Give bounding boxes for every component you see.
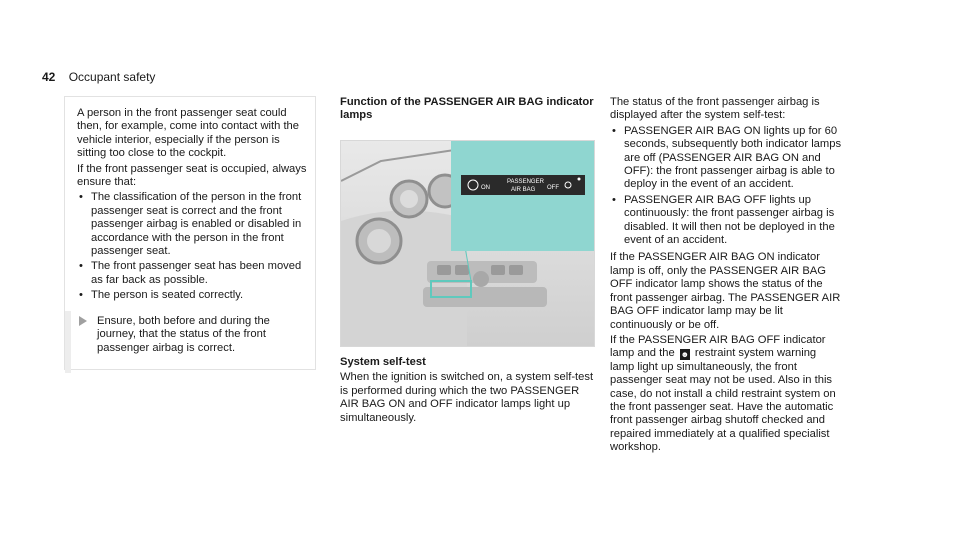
panel-on-label: ON: [481, 185, 490, 191]
action-step: [77, 315, 309, 355]
left-bullet-list: [77, 191, 309, 302]
action-text: Ensure, both before and during the journey, that the status of the front passenger airbag is correct.: [97, 314, 270, 354]
right-para-on-off: If the PASSENGER AIR BAG ON indicator lamp is off, only the PASSENGER AIR BAG OFF indicator lamp shows the status of the front passenger airbag. The PASSENGER AIR BAG OFF indicator lamp may be lit continuously or be off.: [610, 251, 841, 331]
panel-text-1: PASSENGER: [507, 179, 544, 185]
section-heading: Function of the PASSENGER AIR BAG indicator lamps: [340, 96, 594, 122]
list-item: • PASSENGER AIR BAG OFF lights up continuously: the front passenger airbag is disabled. It will then not be deployed in the event of an accident.: [610, 194, 842, 248]
action-bar: [65, 311, 71, 373]
middle-heading-block: [340, 96, 596, 125]
dashboard-figure: [340, 140, 595, 347]
left-para-2: If the front passenger seat is occupied, always ensure that:: [77, 162, 307, 189]
page-header: [42, 70, 155, 84]
left-para-1: A person in the front passenger seat could then, for example, come into contact with the vehicle interior, especially if the person is sitting too close to the cockpit.: [77, 107, 300, 160]
self-test-block: [340, 356, 600, 427]
right-para-warning: If the PASSENGER AIR BAG OFF indicator lamp and the ☻ restraint system warning lamp light up simultaneously, the front passenger seat may not be used. Also in this case, do not install a child restraint system on the front passenger seat. Have the automatic front passenger airbag shutoff checked and repaired immediately at a qualified specialist workshop.: [610, 333, 836, 454]
right-intro: The status of the front passenger airbag is displayed after the system self-test:: [610, 96, 820, 122]
right-bullet-list: [610, 125, 842, 248]
page-number: 42: [42, 70, 56, 84]
list-item: • The front passenger seat has been moved as far back as possible.: [77, 260, 309, 287]
self-test-text: When the ignition is switched on, a system self-test is performed during which the two PASSENGER AIR BAG ON and OFF indicator lamps light up simultaneously.: [340, 371, 594, 424]
self-test-heading: System self-test: [340, 356, 426, 368]
panel-off-label: OFF: [547, 185, 559, 191]
list-item: • The person is seated correctly.: [77, 289, 309, 302]
dashboard-illustration: [341, 141, 594, 346]
right-column: [610, 96, 842, 457]
list-item: • PASSENGER AIR BAG ON lights up for 60 seconds, subsequently both indicator lamps are off (PASSENGER AIR BAG ON and OFF): the front passenger airbag is able to deploy in the event of an accident.: [610, 125, 842, 192]
list-item: • The classification of the person in the front passenger seat is correct and the front passenger airbag is enabled or disabled in accordance with the person in the front passenger seat.: [77, 191, 309, 258]
panel-text-2: AIR BAG: [511, 187, 536, 193]
section-title: Occupant safety: [68, 70, 156, 84]
left-info-box: [64, 96, 316, 370]
action-arrow-icon: [79, 316, 87, 326]
restraint-system-warning-icon: ☻: [680, 350, 689, 360]
